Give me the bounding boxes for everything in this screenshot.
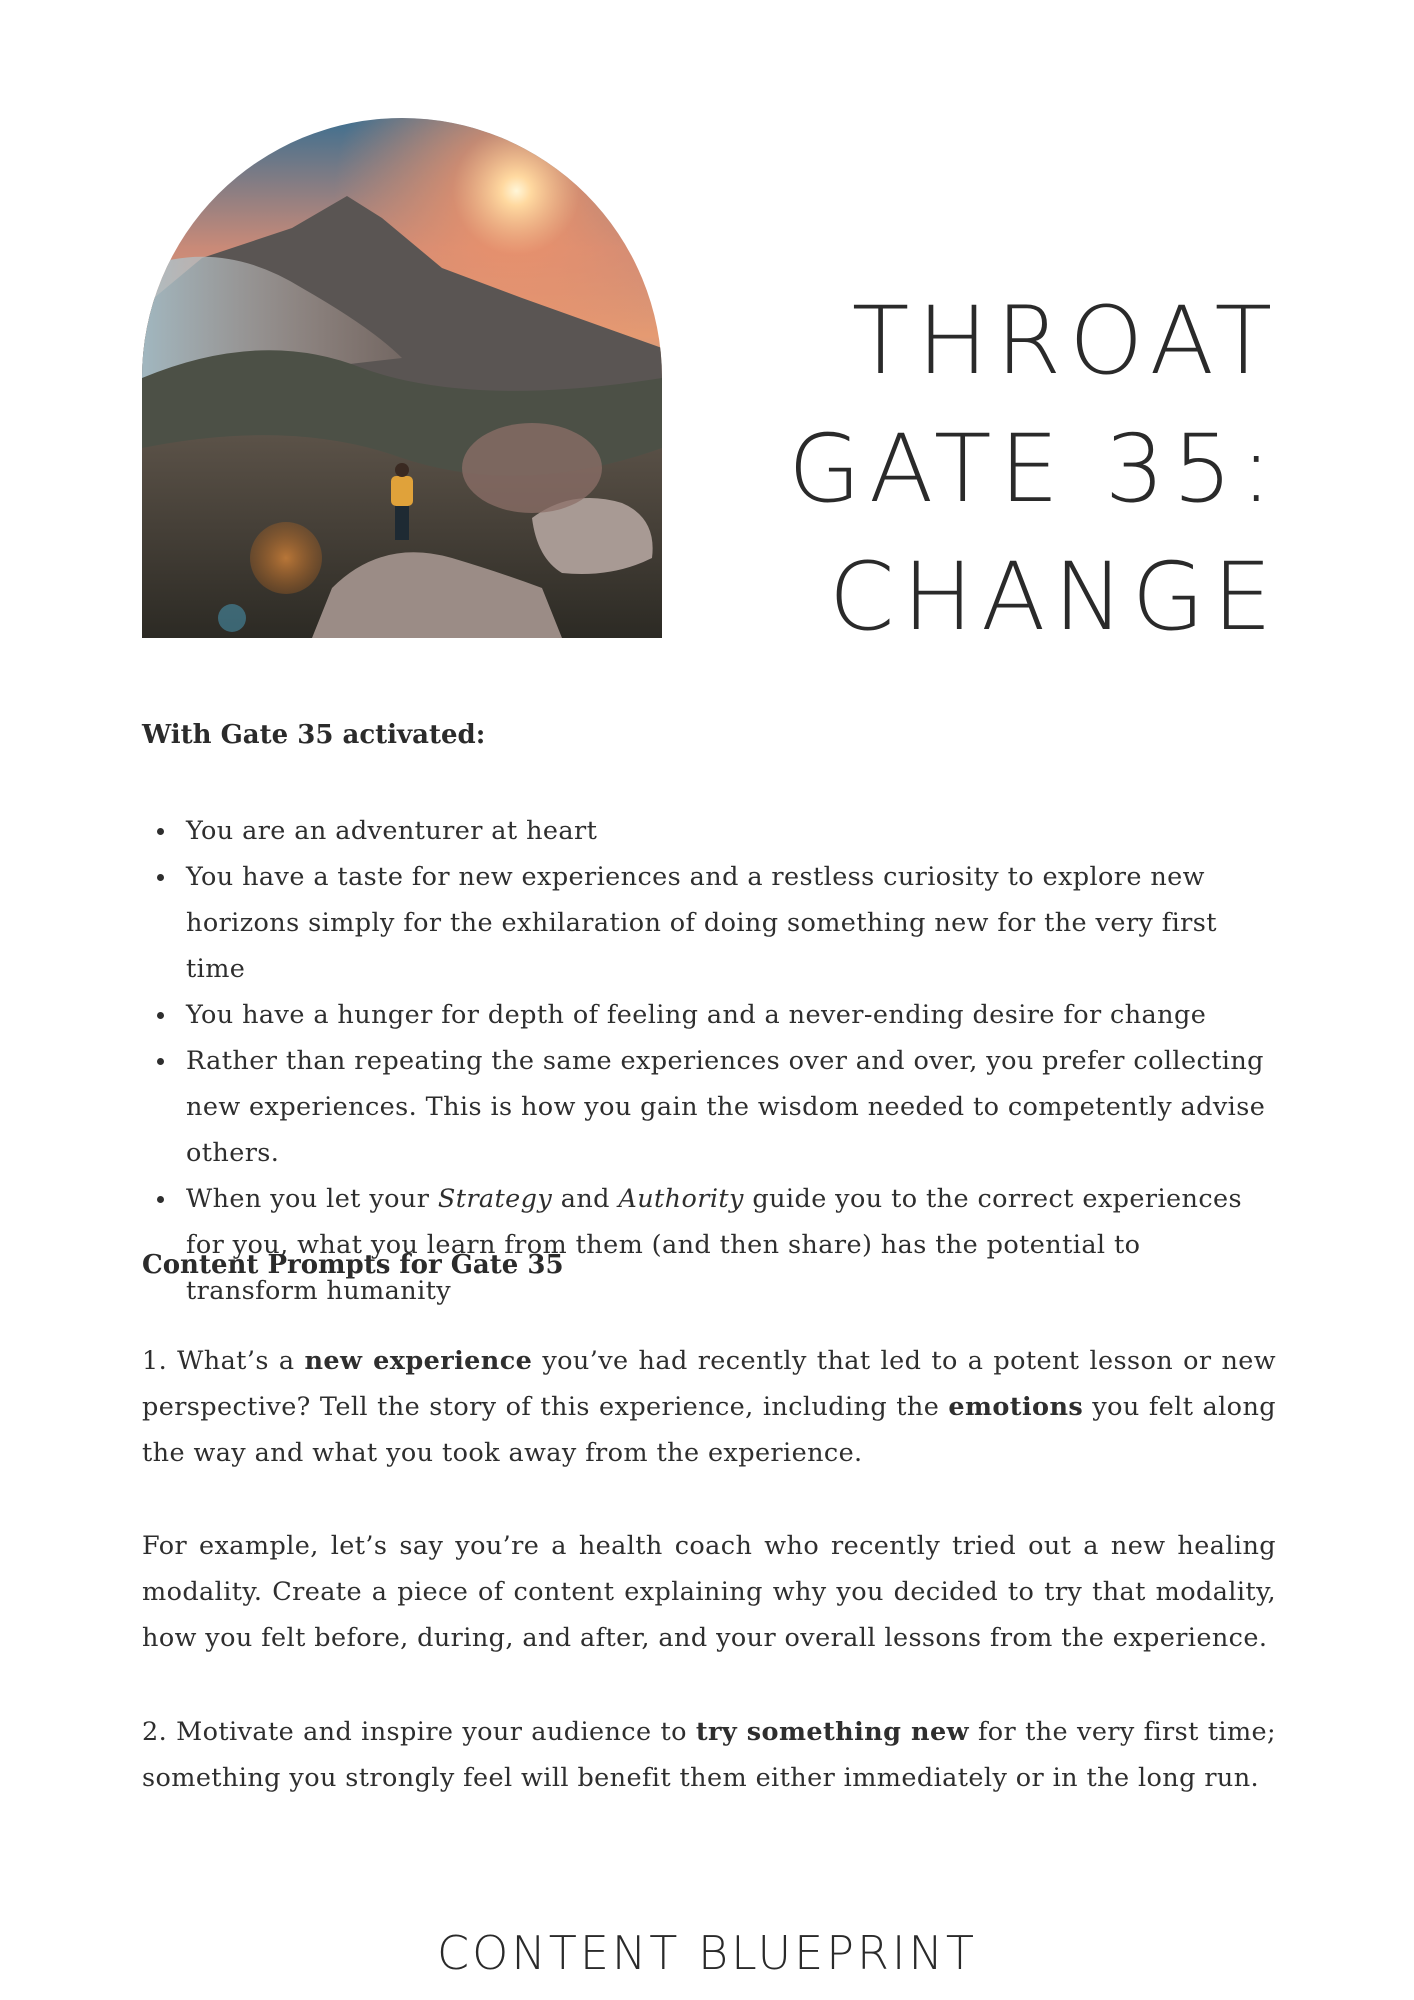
prompt-1 bbox=[142, 1338, 1276, 1476]
hero-image bbox=[142, 118, 662, 638]
emphasis-new-experience: new experience bbox=[304, 1346, 533, 1376]
list-item-text: When you let your bbox=[186, 1184, 438, 1214]
list-item bbox=[186, 1176, 1276, 1314]
strategy-term: Strategy bbox=[437, 1184, 553, 1214]
emphasis-emotions: emotions bbox=[948, 1392, 1084, 1422]
list-item: You have a hunger for depth of feeling and a never-ending desire for change bbox=[186, 992, 1276, 1038]
page-title bbox=[720, 278, 1280, 662]
footer-brand: CONTENT BLUEPRINT bbox=[437, 1926, 977, 1980]
title-line-1: THROAT bbox=[851, 287, 1280, 396]
list-item: You have a taste for new experiences and a restless curiosity to explore new horizons simply for the exhilaration of doing something new for the very first time bbox=[186, 854, 1276, 992]
emphasis-try-something-new: try something new bbox=[695, 1717, 969, 1747]
example-paragraph: For example, let’s say you’re a health coach who recently tried out a new healing modality. Create a piece of content explaining why you decided to try that modality, how you felt before, during, and after, and your overall lessons from the experience. bbox=[142, 1531, 1276, 1653]
traits-list bbox=[142, 808, 1276, 1314]
prompt-text: for the very first time; something you strongly feel will benefit them either immediately or in the long run. bbox=[142, 1717, 1277, 1793]
prompt-2 bbox=[142, 1709, 1276, 1801]
mountain-sunset-image bbox=[142, 118, 662, 638]
prompt-text: 1. What’s a bbox=[142, 1346, 305, 1376]
section-heading-activated: With Gate 35 activated: bbox=[142, 720, 486, 750]
list-item: Rather than repeating the same experiences over and over, you prefer collecting new experiences. This is how you gain the wisdom needed to competently advise others. bbox=[186, 1038, 1276, 1176]
title-line-2: GATE 35: bbox=[788, 415, 1280, 524]
section-heading-prompts: Content Prompts for Gate 35 bbox=[142, 1250, 564, 1280]
list-item-text: guide you to the correct experiences for you, what you learn from them (and then share) has the potential to transform humanity bbox=[186, 1184, 1242, 1306]
list-item-text: and bbox=[552, 1184, 619, 1214]
prompt-text: 2. Motivate and inspire your audience to bbox=[142, 1717, 696, 1747]
prompt-text: you felt along the way and what you took away from the experience. bbox=[142, 1392, 1276, 1468]
authority-term: Authority bbox=[618, 1184, 744, 1214]
prompt-text: you’ve had recently that led to a potent lesson or new perspective? Tell the story of this experience, including the bbox=[142, 1346, 1276, 1422]
traits-list-container bbox=[142, 808, 1276, 1314]
title-line-3: CHANGE bbox=[828, 543, 1280, 652]
list-item: You are an adventurer at heart bbox=[186, 808, 1276, 854]
